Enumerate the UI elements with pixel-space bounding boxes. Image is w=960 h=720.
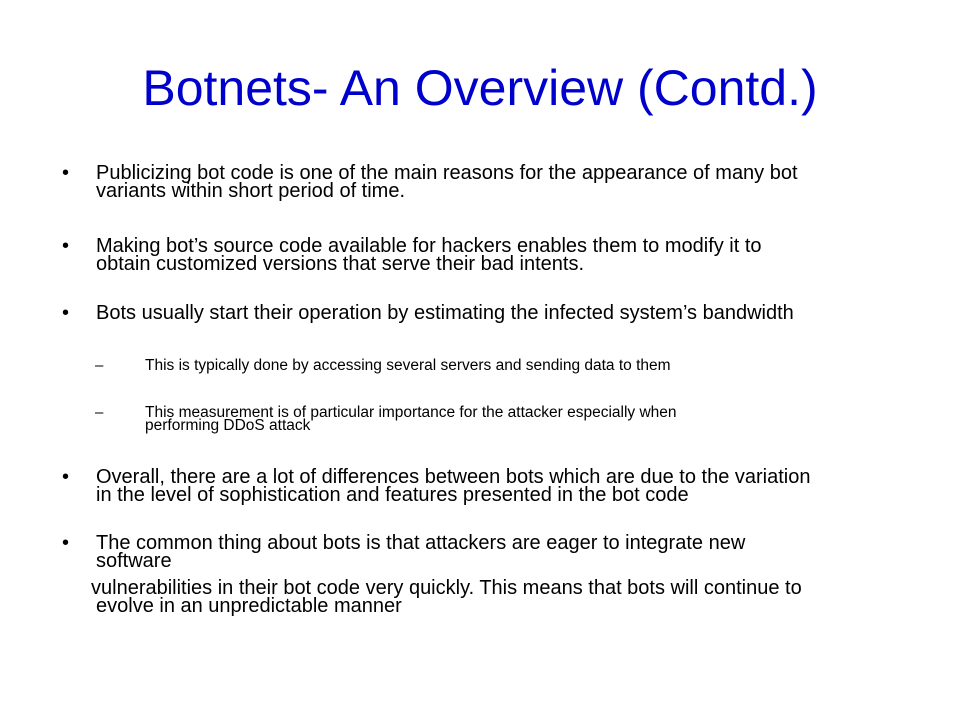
slide-title: Botnets- An Overview (Contd.) [142,60,818,116]
dash-icon: – [95,357,104,374]
continuation-line-2: evolve in an unpredictable manner [96,595,402,617]
bullet-2-line-1: Making bot’s source code available for hackers enables them to modify it to [96,235,762,257]
sub-bullet-2-line-1: This measurement is of particular importance for the attacker especially when [145,404,677,421]
dash-icon: – [95,404,104,421]
sub-bullet-2-line-2: performing DDoS attack [145,417,311,434]
bullet-3-line-1: Bots usually start their operation by estimating the infected system’s bandwidth [96,302,794,324]
continuation-line-1: vulnerabilities in their bot code very quickly. This means that bots will continue to [91,577,802,599]
bullet-5-line-1: The common thing about bots is that attackers are eager to integrate new [96,532,746,554]
bullet-1-line-1: Publicizing bot code is one of the main reasons for the appearance of many bot [96,162,798,184]
bullet-icon: • [62,466,70,488]
bullet-4-line-1: Overall, there are a lot of differences between bots which are due to the variation [96,466,811,488]
bullet-1-line-2: variants within short period of time. [96,180,406,202]
bullet-icon: • [62,302,70,324]
bullet-5-line-2: software [96,550,172,572]
bullet-2-line-2: obtain customized versions that serve their bad intents. [96,253,585,275]
sub-bullet-1-line-1: This is typically done by accessing several servers and sending data to them [145,357,671,374]
bullet-icon: • [62,532,70,554]
bullet-icon: • [62,162,70,184]
bullet-icon: • [62,235,70,257]
bullet-4-line-2: in the level of sophistication and features presented in the bot code [96,484,689,506]
